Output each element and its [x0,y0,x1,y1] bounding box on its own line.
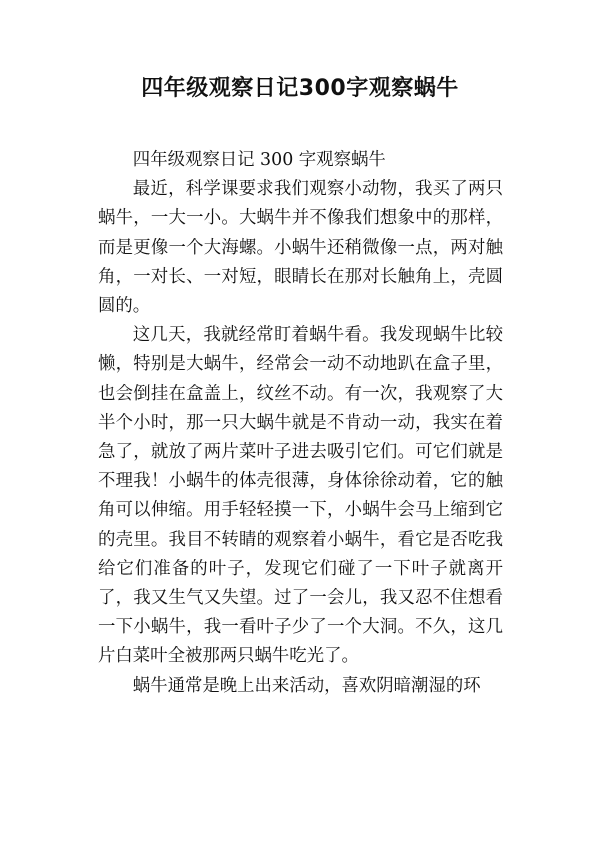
body-text [98,146,503,701]
page-title: 四年级观察日记300字观察蜗牛 [141,76,459,101]
paragraph: 这几天，我就经常盯着蜗牛看。我发现蜗牛比较懒，特别是大蜗牛，经常会一动不动地趴在盒子里，也会倒挂在盒盖上，纹丝不动。有一次，我观察了大半个小时，那一只大蜗牛就是不肯动一动，我实在着急了，就放了两片菜叶子进去吸引它们。可它们就是不理我！小蜗牛的体壳很薄，身体徐徐动着，它的触角可以伸缩。用手轻轻摸一下，小蜗牛会马上缩到它的壳里。我目不转睛的观察着小蜗牛，看它是否吃我给它们准备的叶子，发现它们碰了一下叶子就离开了，我又生气又失望。过了一会儿，我又忍不住想看一下小蜗牛，我一看叶子少了一个大洞。不久，这几片白菜叶全被那两只蜗牛吃光了。 [98,325,503,667]
paragraph: 最近，科学课要求我们观察小动物，我买了两只蜗牛，一大一小。大蜗牛并不像我们想象中的那样，而是更像一个大海螺。小蜗牛还稍微像一点，两对触角，一对长、一对短，眼睛长在那对长触角上，壳圆圆的。 [98,179,503,317]
paragraph: 蜗牛通常是晚上出来活动，喜欢阴暗潮湿的环 [132,675,481,696]
paragraph-subtitle: 四年级观察日记 300 字观察蜗牛 [132,150,386,170]
